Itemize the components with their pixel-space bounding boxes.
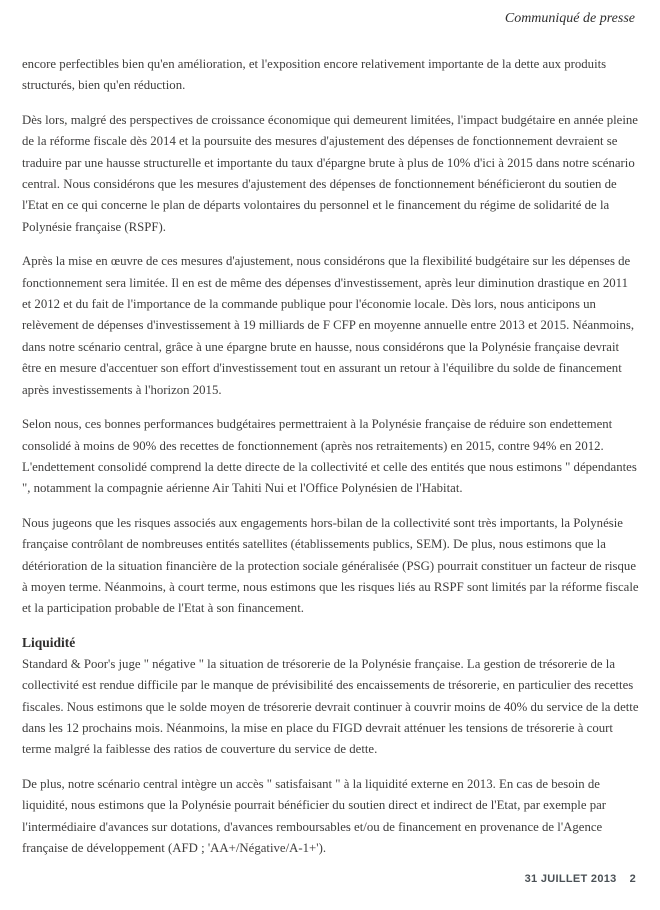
document-body [22,54,639,872]
footer-date: 31 JUILLET 2013 [524,873,617,885]
page-footer [525,873,636,885]
paragraph-structured-debt: encore perfectibles bien qu'en amélioration, et l'exposition encore relativement importante de la dette aux produits structurés, bien qu'en réduction. [22,57,607,93]
paragraph-consolidated-debt: Selon nous, ces bonnes performances budgétaires permettraient à la Polynésie française de réduire son endettement consolidé à moins de 90% des recettes de fonctionnement (après nos retraitements) en 2015, contre 94% en 2012. L'endettement consolidé comprend la dette directe de la collectivité et celle des entités que nous estimons " dépendantes ", notamment la compagnie aérienne Air Tahiti Nui et l'Office Polynésien de l'Habitat. [22,417,637,496]
section-heading-liquidite: Liquidité [22,634,76,650]
paragraph-treasury-situation: Standard & Poor's juge " négative " la situation de trésorerie de la Polynésie française. La gestion de trésorerie de la collectivité est rendue difficile par le manque de prévisibilité des encaissements de trésorerie, en particulier des recettes fiscales. Nous estimons que le solde moyen de trésorerie devrait continuer à couvrir moins de 40% du service de la dette dans les 12 prochains mois. Néanmoins, la mise en place du FIGD devrait atténuer les tensions de trésorerie à court terme malgré la faiblesse des ratios de couverture du service de dette. [22,656,639,757]
paragraph-external-liquidity: De plus, notre scénario central intègre un accès " satisfaisant " à la liquidité externe en 2013. En cas de besoin de liquidité, nous estimons que la Polynésie pourrait bénéficier du soutien direct et indirect de l'Etat, par exemple par l'intermédiaire d'avances sur dotations, d'avances remboursables et/ou de financement en provenance de l'Agence française de développement (AFD ; 'AA+/Négative/A-1+'). [22,776,607,855]
paragraph-budget-impact: Dès lors, malgré des perspectives de croissance économique qui demeurent limitées, l'impact budgétaire en année pleine de la réforme fiscale dès 2014 et la poursuite des mesures d'ajustement des dépenses de fonctionnement devraient se traduire par une hausse structurelle et importante du taux d'épargne brute à plus de 10% d'ici à 2015 dans notre scénario central. Nous considérons que les mesures d'ajustement des dépenses de fonctionnement bénéficieront du soutien de l'Etat en ce qui concerne le plan de départs volontaires du personnel et le financement du régime de solidarité de la Polynésie française (RSPF). [22,112,638,234]
footer-page-number: 2 [629,873,636,885]
paragraph-offbalance-risks: Nous jugeons que les risques associés aux engagements hors-bilan de la collectivité sont très importants, la Polynésie française contrôlant de nombreuses entités satellites (établissements publics, SEM). De plus, nous estimons que la détérioration de la situation financière de la protection sociale généralisée (PSG) pourrait constituer un facteur de risque à moyen terme. Néanmoins, à court terme, nous estimons que les risques liés au RSPF sont limités par la réforme fiscale et la participation probable de l'Etat à son financement. [22,515,639,616]
paragraph-investment-outlook: Après la mise en œuvre de ces mesures d'ajustement, nous considérons que la flexibilité budgétaire sur les dépenses de fonctionnement sera limitée. Il en est de même des dépenses d'investissement, après leur diminution drastique en 2011 et 2012 et du fait de l'importance de la commande publique pour l'économie locale. Dès lors, nous anticipons un relèvement de dépenses d'investissement à 19 milliards de F CFP en moyenne annuelle entre 2013 et 2015. Néanmoins, dans notre scénario central, grâce à une épargne brute en hausse, nous considérons que la Polynésie française devrait être en mesure d'accentuer son effort d'investissement tout en assurant un retour à l'équilibre du solde de financement après investissements à l'horizon 2015. [22,254,635,397]
document-type-label: Communiqué de presse [504,11,635,26]
